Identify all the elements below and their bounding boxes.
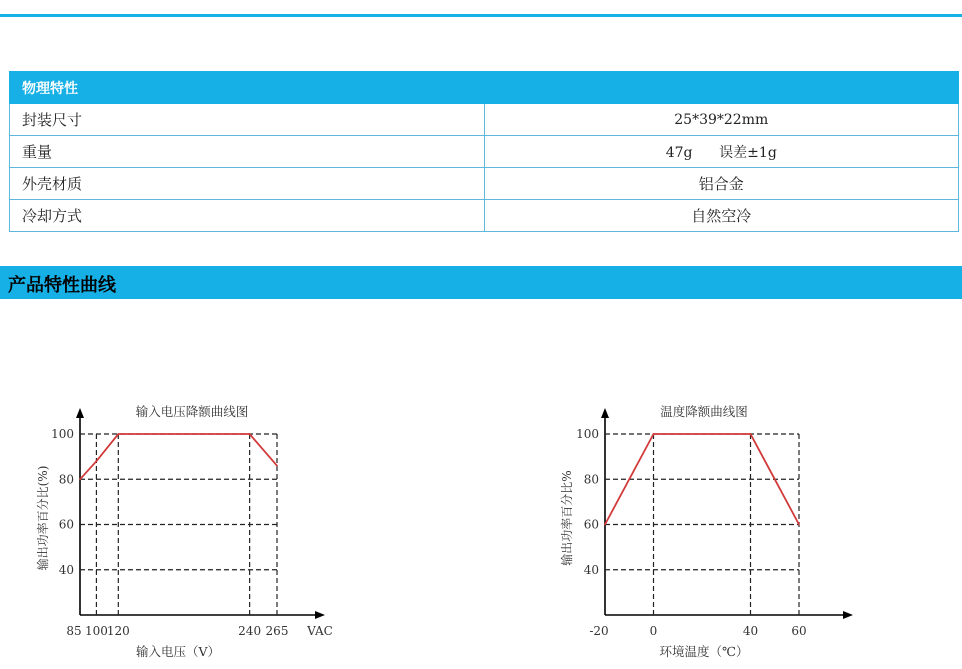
row-label-material: 外壳材质: [10, 168, 485, 200]
y-tick-label: 100: [576, 427, 599, 441]
y-axis-arrow-icon: [601, 408, 609, 418]
row-value-size: 25*39*22mm: [484, 104, 959, 136]
y-tick-label: 40: [583, 562, 599, 577]
chart-title: 输入电压降额曲线图: [135, 404, 249, 419]
y-axis-label: 输出功率百分比%: [560, 470, 574, 566]
table-row: [10, 168, 959, 200]
x-tick-label: 0: [649, 624, 658, 638]
x-tick-label: 40: [742, 624, 759, 638]
x-axis-arrow-icon: [315, 611, 325, 619]
data-point: [118, 433, 120, 435]
x-tick-label: 85: [66, 624, 82, 638]
row-value-material: 铝合金: [484, 168, 959, 200]
data-point: [79, 478, 81, 480]
x-tick-label: 265: [265, 624, 289, 638]
chart-title: 温度降额曲线图: [660, 404, 748, 419]
row-label-size: 封装尺寸: [10, 104, 485, 136]
curves-section-bar: [0, 266, 962, 299]
x-tick-label: 120: [106, 624, 130, 638]
y-tick-label: 60: [58, 517, 74, 532]
physical-header: 物理特性: [10, 72, 959, 104]
physical-spec-table: [9, 71, 959, 232]
table-row: [10, 200, 959, 232]
x-axis-label: 输入电压（V）: [135, 644, 221, 659]
y-tick-label: 60: [583, 517, 599, 532]
y-tick-label: 80: [583, 472, 599, 487]
x-tick-label: 60: [791, 624, 807, 638]
x-axis-label: 环境温度（℃）: [659, 644, 749, 659]
x-tick-label: 240: [238, 624, 262, 638]
temperature-derating-chart: [540, 390, 900, 669]
data-point: [653, 433, 655, 435]
table-row: [10, 104, 959, 136]
curves-section-title: 产品特性曲线: [8, 275, 116, 296]
y-tick-label: 100: [51, 427, 74, 441]
y-tick-label: 80: [58, 472, 74, 487]
y-axis-arrow-icon: [76, 408, 84, 418]
row-value-cooling: 自然空冷: [484, 200, 959, 232]
x-unit-label: VAC: [307, 624, 333, 638]
data-point: [798, 524, 800, 526]
y-tick-label: 40: [58, 562, 74, 577]
row-value-weight: 47g 误差±1g: [484, 136, 959, 168]
data-point: [96, 460, 98, 462]
x-axis-arrow-icon: [843, 611, 853, 619]
table-row: [10, 136, 959, 168]
data-point: [604, 524, 606, 526]
y-axis-label: 输出功率百分比(%): [36, 465, 50, 571]
top-divider: [0, 14, 962, 17]
row-label-cooling: 冷却方式: [10, 200, 485, 232]
x-tick-label: -20: [589, 624, 609, 638]
input-voltage-derating-chart: [0, 390, 360, 669]
table-header-row: [10, 72, 959, 104]
data-point: [249, 433, 251, 435]
data-point: [276, 465, 278, 467]
series-line: [80, 434, 277, 479]
row-label-weight: 重量: [10, 136, 485, 168]
data-point: [750, 433, 752, 435]
x-tick-label: 100: [84, 624, 108, 638]
